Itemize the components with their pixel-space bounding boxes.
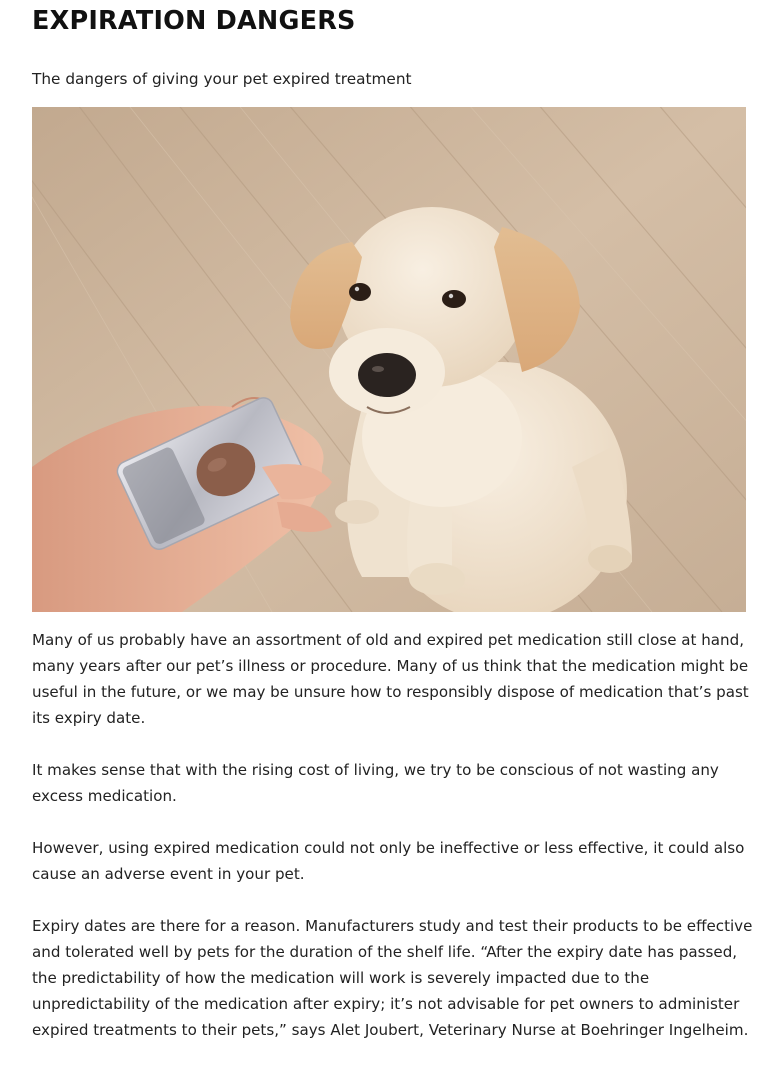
article-subtitle: The dangers of giving your pet expired treatment (32, 70, 412, 88)
paragraph-3: However, using expired medication could not only be ineffective or less effective, it could also cause an adverse event in your pet. (32, 839, 745, 883)
dog-with-medication-photo (32, 107, 746, 612)
article-body (32, 627, 760, 1069)
paragraph-2: It makes sense that with the rising cost of living, we try to be conscious of not wasting any excess medication. (32, 761, 719, 805)
paragraph-4: Expiry dates are there for a reason. Manufacturers study and test their products to be effective and tolerated well by pets for the duration of the shelf life. “After the expiry date has passed, the predictability of how the medication will work is severely impacted due to the unpredictability of the medication after expiry; it’s not advisable for pet owners to administer expired treatments to their pets,” says Alet Joubert, Veterinary Nurse at Boehringer Ingelheim. (32, 917, 753, 1039)
paragraph-1: Many of us probably have an assortment of old and expired pet medication still close at hand, many years after our pet’s illness or procedure. Many of us think that the medication might be useful in the future, or we may be unsure how to responsibly dispose of medication that’s past its expiry date. (32, 631, 749, 727)
article-title: EXPIRATION DANGERS (32, 6, 356, 36)
